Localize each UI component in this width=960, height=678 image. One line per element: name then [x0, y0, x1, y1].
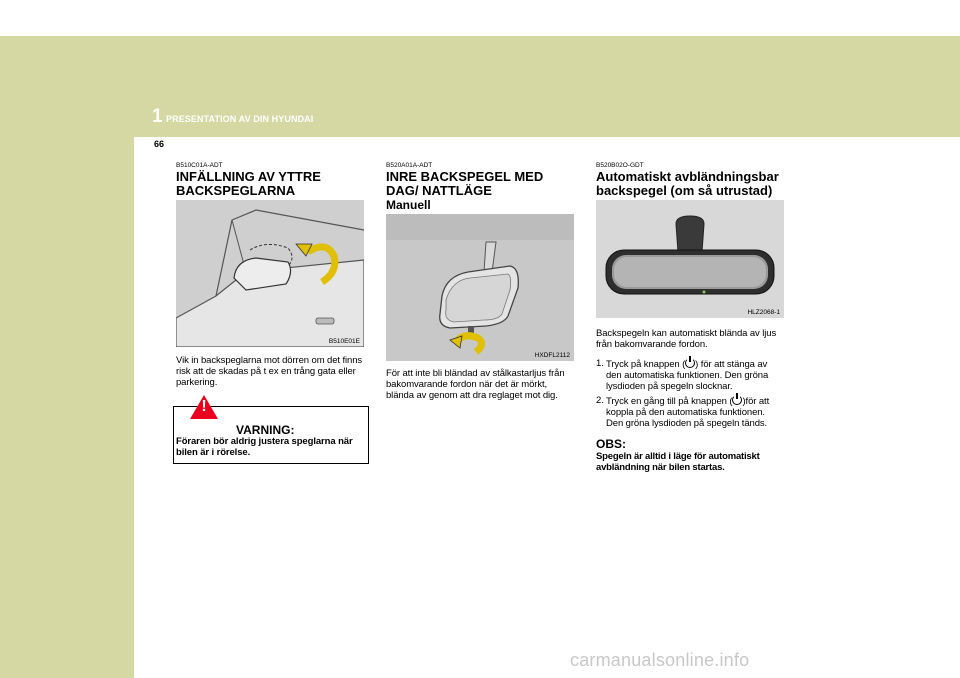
- header-band: [0, 36, 960, 137]
- section-body: Vik in backspeglarna mot dörren om det finns risk att de skadas på t ex en trång gata eller parkering.: [176, 355, 363, 388]
- outer-mirror-illustration: [176, 200, 364, 347]
- list-text-start: Tryck på knappen (: [606, 359, 686, 370]
- section-title: INFÄLLNING AV YTTRE BACKSPEGLARNA: [176, 169, 321, 198]
- section-title: Automatiskt avbländningsbar backspegel (om så utrustad): [596, 169, 779, 198]
- power-icon: [685, 358, 695, 368]
- inner-mirror-figure: [386, 214, 574, 361]
- outer-mirror-figure: [176, 200, 364, 347]
- auto-mirror-illustration: [596, 200, 784, 318]
- chapter-title: PRESENTATION AV DIN HYUNDAI: [166, 114, 314, 124]
- instruction-list: [596, 358, 784, 429]
- section-body: Backspegeln kan automatiskt blända av ljus från bakomvarande fordon.: [596, 328, 777, 350]
- power-icon: [732, 395, 742, 405]
- auto-mirror-figure: [596, 200, 784, 318]
- list-number: 2.: [596, 395, 604, 406]
- list-item: [596, 358, 784, 392]
- warning-text: Föraren bör aldrig justera speglarna när bilen är i rörelse.: [176, 436, 353, 458]
- chapter-number: 1: [152, 106, 163, 127]
- figure-label: B510E01E: [328, 338, 360, 345]
- section-subtitle: Manuell: [386, 198, 431, 212]
- section-auto-mirror: [596, 162, 784, 473]
- watermark: carmanualsonline.info: [570, 650, 750, 670]
- side-band: [0, 137, 134, 678]
- section-code: B510C01A-ADT: [176, 162, 223, 169]
- section-title: INRE BACKSPEGEL MED DAG/ NATTLÄGE: [386, 169, 544, 198]
- list-item: [596, 395, 784, 429]
- figure-label: HXDFL2112: [534, 352, 570, 359]
- list-number: 1.: [596, 358, 604, 369]
- section-code: B520A01A-ADT: [386, 162, 433, 169]
- note-text: Spegeln är alltid i läge för automatiskt avbländning när bilen startas.: [596, 451, 760, 473]
- list-text-end: )för att koppla på den automatiska funktionen. Den gröna lysdioden på spegeln tänds.: [606, 396, 770, 429]
- note-title: OBS:: [596, 437, 626, 451]
- section-inner-mirror: [386, 162, 574, 401]
- figure-label: HLZ2068-1: [747, 309, 780, 316]
- warning-box: [173, 398, 369, 464]
- section-code: B520B02O-GDT: [596, 162, 644, 169]
- section-body: För att inte bli bländad av stålkastarljus från bakomvarande fordon när det är mörkt, blända av genom att dra reglaget mot dig.: [386, 368, 565, 401]
- page-number: 66: [153, 139, 164, 149]
- list-text-start: Tryck en gång till på knappen (: [606, 396, 733, 407]
- inner-mirror-illustration: [386, 214, 574, 361]
- warning-title: VARNING:: [236, 423, 295, 437]
- warning-exclamation-icon: !: [201, 398, 207, 415]
- section-outer-mirrors: [176, 162, 368, 388]
- list-text-end: ) för att stänga av den automatiska funktionen. Den gröna lysdioden på spegeln slocknar.: [606, 359, 769, 392]
